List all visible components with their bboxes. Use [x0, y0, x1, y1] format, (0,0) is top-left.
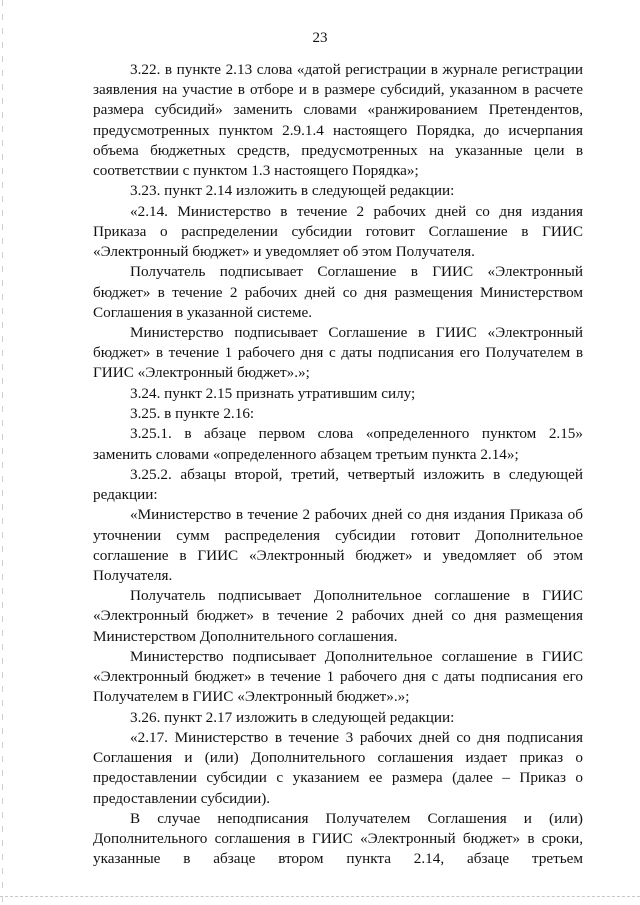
paragraph-3-24: 3.24. пункт 2.15 признать утратившим силу;: [130, 384, 416, 402]
document-body: [93, 60, 583, 870]
paragraph-2-14-quote: «2.14. Министерство в течение 2 рабочих дней со дня издания Приказа о распределении субсидии готовит Соглашение в ГИИС «Электронный бюджет» и уведомляет об этом Получателя.: [93, 202, 583, 261]
paragraph-ministry-additional: «Министерство в течение 2 рабочих дней со дня издания Приказа об уточнении сумм распределения субсидии готовит Дополнительное соглашение в ГИИС «Электронный бюджет» и уведомляет об этом Получателя.: [93, 506, 583, 584]
paragraph-3-26: 3.26. пункт 2.17 изложить в следующей редакции:: [130, 708, 455, 726]
paragraph-recipient-signs: Получатель подписывает Соглашение в ГИИС «Электронный бюджет» в течение 2 рабочих дней со дня размещения Министерством Соглашения в указанной системе.: [93, 263, 583, 321]
paragraph-ministry-signs-additional: Министерство подписывает Дополнительное соглашение в ГИИС «Электронный бюджет» в течение 1 рабочего дня с даты подписания его Получателем в ГИИС «Электронный бюджет».»;: [93, 647, 583, 706]
paragraph-3-22: 3.22. в пункте 2.13 слова «датой регистрации в журнале регистрации заявления на участие в отборе и в размере субсидий, указанном в расчете размера субсидий» заменить словами «ранжированием Претендентов, предусмотренных пунктом 2.9.1.4 настоящего Порядка, до исчерпания объема бюджетных средств, предусмотренных на указанные цели в соответствии с пунктом 1.3 настоящего Порядка»;: [93, 61, 583, 180]
paragraph-3-25-1: 3.25.1. в абзаце первом слова «определенного пунктом 2.15» заменить словами «определенного абзацем третьим пункта 2.14»;: [93, 425, 583, 463]
paragraph-recipient-additional: Получатель подписывает Дополнительное соглашение в ГИИС «Электронный бюджет» в течение 2 рабочих дней со дня размещения Министерством Дополнительного соглашения.: [93, 587, 583, 645]
scan-edge-left: [2, 0, 3, 905]
paragraph-ministry-signs: Министерство подписывает Соглашение в ГИИС «Электронный бюджет» в течение 1 рабочего дня с даты подписания его Получателем в ГИИС «Электронный бюджет».»;: [93, 324, 583, 382]
scan-edge-bottom: [0, 896, 640, 899]
paragraph-3-25-2: 3.25.2. абзацы второй, третий, четвертый изложить в следующей редакции:: [93, 465, 583, 504]
paragraph-2-17-quote: «2.17. Министерство в течение 3 рабочих дней со дня подписания Соглашения и (или) Дополнительного соглашения издает приказ о предоставлении субсидии с указанием ее размера (далее – Приказ о предоставлении субсидии).: [93, 728, 583, 807]
paragraph-non-signing: В случае неподписания Получателем Соглашения и (или) Дополнительного соглашения в ГИИС «Электронный бюджет» в сроки, указанные в абзаце втором пункта 2.14, абзаце третьем: [93, 809, 583, 868]
page-number: 23: [312, 30, 328, 46]
paragraph-3-25: 3.25. в пункте 2.16:: [130, 405, 255, 423]
paragraph-3-23: 3.23. пункт 2.14 изложить в следующей редакции:: [130, 182, 455, 200]
